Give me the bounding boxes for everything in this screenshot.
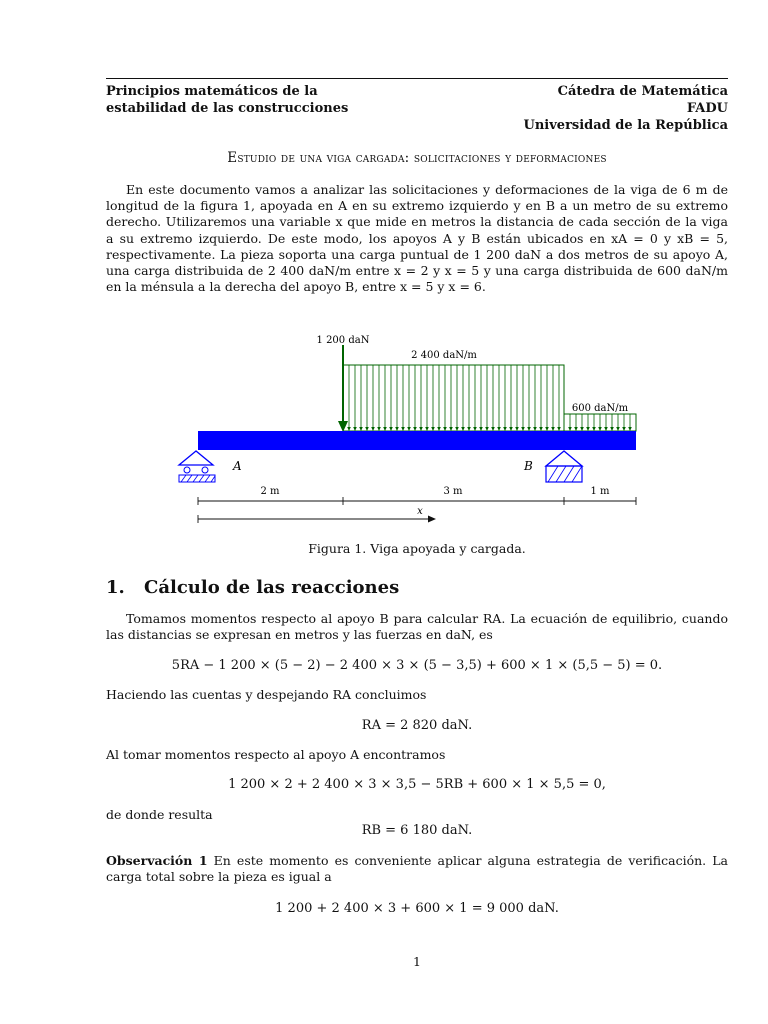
load-arrowhead	[467, 427, 471, 431]
beam-figure	[106, 325, 728, 530]
section-title: Cálculo de las reacciones	[144, 577, 400, 598]
load-arrowhead	[604, 427, 608, 431]
load-arrowhead	[419, 427, 423, 431]
dist-load-600-arrows	[568, 414, 632, 431]
load-arrowhead	[586, 427, 590, 431]
header-right	[524, 83, 728, 134]
load-arrowhead	[443, 427, 447, 431]
support-b-label: B	[524, 459, 533, 473]
load-arrowhead	[461, 427, 465, 431]
paragraph-moments-a: Al tomar momentos respecto al apoyo A encontramos	[106, 747, 446, 762]
paragraph-solve-ra: Haciendo las cuentas y despejando RA concluimos	[106, 687, 427, 702]
load-arrowhead	[503, 427, 507, 431]
equation-5: 1 200 + 2 400 × 3 + 600 × 1 = 9 000 daN.	[275, 901, 559, 916]
load-arrowhead	[580, 427, 584, 431]
load-arrowhead	[497, 427, 501, 431]
observation-label: Observación 1	[106, 853, 208, 868]
load-arrowhead	[509, 427, 513, 431]
load-arrowhead	[449, 427, 453, 431]
load-arrowhead	[455, 427, 459, 431]
dist-load-600-label: 600 daN/m	[571, 403, 629, 414]
paragraph-moments-b: Tomamos momentos respecto al apoyo B para calcular RA. La ecuación de equilibrio, cuando las distancias se expresan en metros y las fuerzas en daN, es	[106, 611, 728, 643]
load-arrowhead	[473, 427, 477, 431]
section-number: 1.	[106, 577, 125, 598]
equation-2: RA = 2 820 daN.	[361, 718, 473, 733]
dist-load-2400-outline	[343, 365, 564, 431]
load-arrowhead	[407, 427, 411, 431]
load-arrowhead	[592, 427, 596, 431]
header-rule	[106, 78, 728, 79]
dist-load-2400-arrows	[347, 365, 561, 431]
point-load-arrowhead	[338, 421, 348, 432]
support-b	[546, 451, 582, 482]
load-arrowhead	[628, 427, 632, 431]
dimension-3m: 3 m	[443, 486, 463, 497]
load-arrowhead	[545, 427, 549, 431]
load-arrowhead	[610, 427, 614, 431]
course-title-line1: Principios matemáticos de la	[106, 84, 318, 99]
document-title: Estudio de una viga cargada: solicitaciones y deformaciones	[227, 150, 607, 166]
load-arrowhead	[533, 427, 537, 431]
load-arrowhead	[479, 427, 483, 431]
load-arrowhead	[616, 427, 620, 431]
equation-4: RB = 6 180 daN.	[361, 823, 473, 838]
load-arrowhead	[395, 427, 399, 431]
load-arrowhead	[413, 427, 417, 431]
load-arrowhead	[431, 427, 435, 431]
header-left	[106, 83, 348, 117]
load-arrowhead	[527, 427, 531, 431]
intro-paragraph: En este documento vamos a analizar las solicitaciones y deformaciones de la viga de 6 m de longitud de la figura 1, apoyada en A en su extremo izquierdo y en B a un metro de su extremo derecho. Utilizaremos una variable x que mide en metros la distancia de cada sección de la viga a su extremo izquierdo. De este modo, los apoyos A y B están ubicados en xA = 0 y xB = 5, respectivamente. La pieza soporta una carga puntual de 1 200 daN a dos metros de su apoyo A, una carga distribuida de 2 400 daN/m entre x = 2 y x = 5 y una carga distribuida de 600 daN/m en la ménsula a la derecha del apoyo B, entre x = 5 y x = 6.	[106, 182, 728, 295]
beam-diagram	[106, 325, 728, 530]
equation-1: 5RA − 1 200 × (5 − 2) − 2 400 × 3 × (5 − 3,5) + 600 × 1 × (5,5 − 5) = 0.	[171, 658, 663, 673]
university: Universidad de la República	[523, 118, 728, 133]
load-arrowhead	[401, 427, 405, 431]
load-arrowhead	[622, 427, 626, 431]
load-arrowhead	[521, 427, 525, 431]
load-arrowhead	[383, 427, 387, 431]
course-title-line2: estabilidad de las construcciones	[106, 101, 349, 116]
load-arrowhead	[491, 427, 495, 431]
load-arrowhead	[365, 427, 369, 431]
page-number: 1	[413, 954, 421, 969]
support-a	[179, 451, 215, 482]
x-axis-label: x	[417, 506, 423, 517]
observation-paragraph	[106, 853, 728, 885]
load-arrowhead	[574, 427, 578, 431]
load-arrowhead	[539, 427, 543, 431]
dimension-2m: 2 m	[260, 486, 280, 497]
observation-text: En este momento es conveniente aplicar alguna estrategia de verificación. La carga total sobre la pieza es igual a	[106, 853, 728, 885]
load-arrowhead	[377, 427, 381, 431]
load-arrowhead	[359, 427, 363, 431]
load-arrowhead	[347, 427, 351, 431]
beam	[198, 431, 636, 450]
point-load-label: 1 200 daN	[316, 335, 370, 346]
figure-caption: Figura 1. Viga apoyada y cargada.	[308, 541, 526, 556]
load-arrowhead	[389, 427, 393, 431]
load-arrowhead	[568, 427, 572, 431]
department: Cátedra de Matemática	[557, 84, 728, 99]
load-arrowhead	[425, 427, 429, 431]
load-arrowhead	[353, 427, 357, 431]
dimension-1m: 1 m	[590, 486, 610, 497]
dist-load-2400-label: 2 400 daN/m	[411, 350, 477, 361]
faculty: FADU	[686, 101, 728, 116]
load-arrowhead	[371, 427, 375, 431]
paragraph-result: de donde resulta	[106, 807, 213, 822]
load-arrowhead	[598, 427, 602, 431]
load-arrowhead	[437, 427, 441, 431]
support-a-label: A	[233, 459, 242, 473]
load-arrowhead	[515, 427, 519, 431]
load-arrowhead	[485, 427, 489, 431]
load-arrowhead	[551, 427, 555, 431]
equation-3: 1 200 × 2 + 2 400 × 3 × 3,5 − 5RB + 600 × 1 × 5,5 = 0,	[228, 777, 606, 792]
load-arrowhead	[557, 427, 561, 431]
section-heading	[106, 577, 399, 598]
